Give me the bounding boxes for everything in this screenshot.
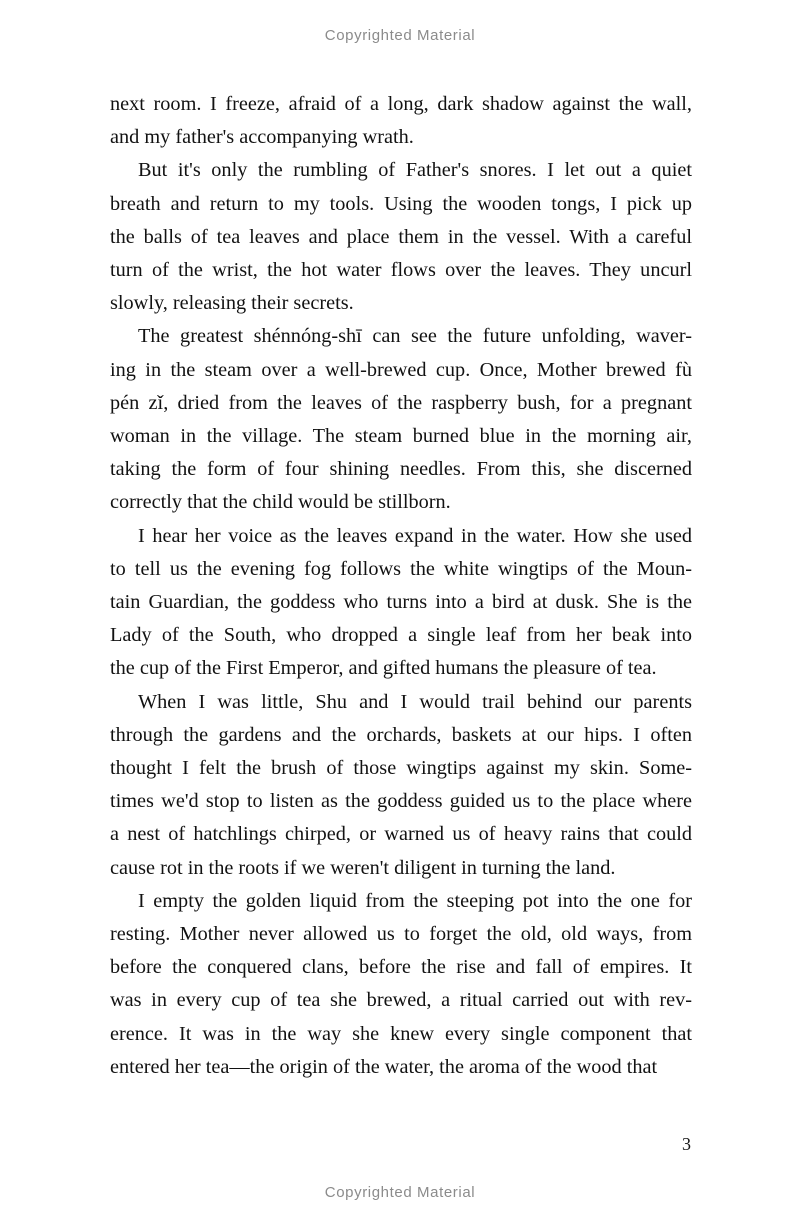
text-line: cause rot in the roots if we weren't diligent in turning the land. [110,856,616,879]
text-line: the cup of the First Emperor, and gifted humans the pleasure of tea. [110,657,657,680]
copyright-watermark-bottom: Copyrighted Material [324,1184,476,1201]
text-line: to tell us the evening fog follows the white wingtips of the Moun- [110,557,692,580]
text-line: pén zǐ, dried from the leaves of the raspberry bush, for a pregnant [110,391,692,414]
page-number: 3 [682,1134,691,1154]
paragraph-5 [110,686,692,885]
text-line: ing in the steam over a well-brewed cup. Once, Mother brewed fù [110,358,692,381]
text-line: The greatest shénnóng-shī can see the future unfolding, waver- [138,325,692,348]
text-line: the balls of tea leaves and place them in the vessel. With a careful [110,225,692,248]
text-line: tain Guardian, the goddess who turns into a bird at dusk. She is the [110,591,692,614]
text-line: erence. It was in the way she knew every single component that [110,1022,692,1045]
text-line: and my father's accompanying wrath. [110,126,414,149]
text-line: taking the form of four shining needles. From this, she discerned [110,458,692,481]
text-line: turn of the wrist, the hot water flows over the leaves. They uncurl [110,259,692,282]
text-line: a nest of hatchlings chirped, or warned us of heavy rains that could [110,823,692,846]
text-line: woman in the village. The steam burned blue in the morning air, [110,425,692,448]
text-line: I empty the golden liquid from the steeping pot into the one for [138,889,692,912]
paragraph-6 [110,885,692,1084]
text-line: entered her tea—the origin of the water, the aroma of the wood that [110,1055,658,1078]
page-text-block [110,88,692,1084]
text-line: breath and return to my tools. Using the wooden tongs, I pick up [110,192,692,215]
text-line: times we'd stop to listen as the goddess guided us to the place where [110,790,692,813]
text-line: thought I felt the brush of those wingtips against my skin. Some- [110,757,692,780]
text-line: But it's only the rumbling of Father's snores. I let out a quiet [138,159,692,182]
paragraph-2 [110,154,692,320]
text-line: resting. Mother never allowed us to forget the old, old ways, from [110,923,692,946]
text-line: through the gardens and the orchards, baskets at our hips. I often [110,723,692,746]
text-line: slowly, releasing their secrets. [110,292,354,315]
text-line: Lady of the South, who dropped a single leaf from her beak into [110,624,692,647]
text-line: before the conquered clans, before the rise and fall of empires. It [110,956,692,979]
paragraph-4 [110,520,692,686]
text-line: next room. I freeze, afraid of a long, dark shadow against the wall, [110,93,692,115]
text-line: correctly that the child would be stillborn. [110,491,451,514]
paragraph-3 [110,320,692,519]
text-line: was in every cup of tea she brewed, a ritual carried out with rev- [110,989,692,1012]
text-line: When I was little, Shu and I would trail behind our parents [138,690,692,713]
paragraph-1 [110,88,692,154]
copyright-watermark-top: Copyrighted Material [324,27,476,44]
text-line: I hear her voice as the leaves expand in the water. How she used [138,524,692,547]
